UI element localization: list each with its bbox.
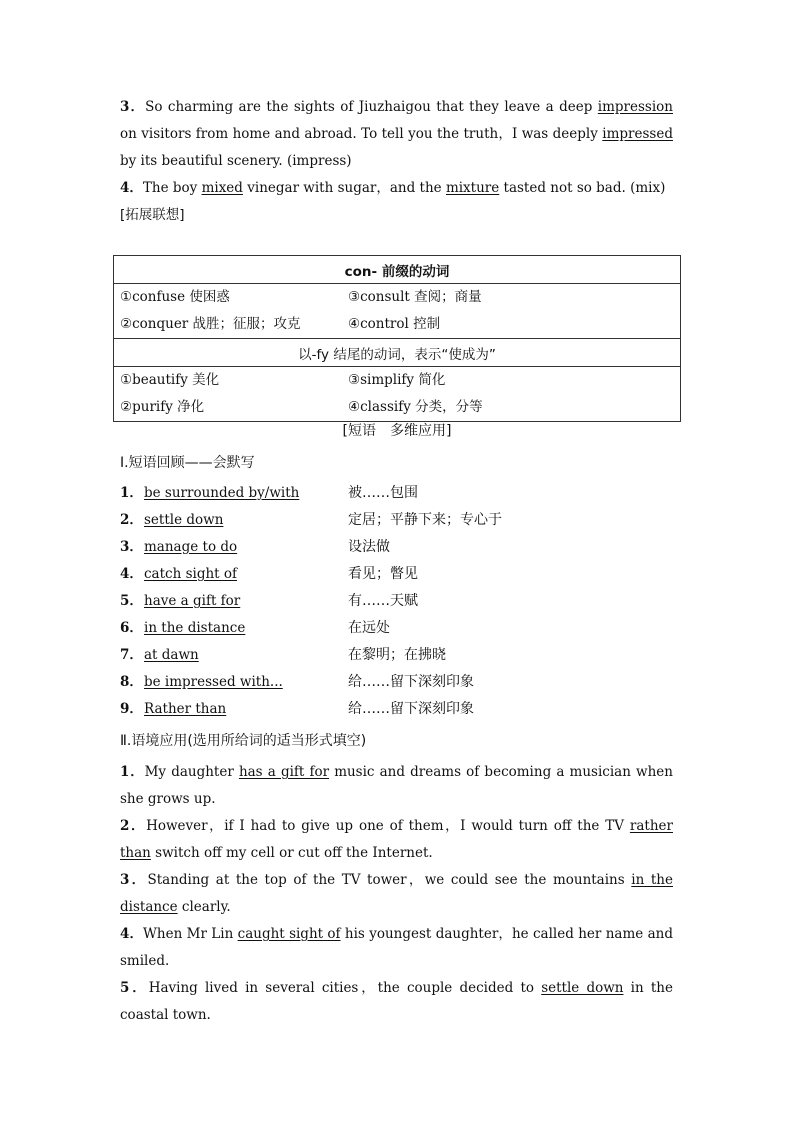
- section2-title: Ⅱ.语境应用(选用所给词的适当形式填空): [120, 733, 367, 749]
- answer-text: mixed: [201, 180, 243, 196]
- phrase-english: catch sight of: [144, 566, 238, 582]
- item-text: clearly.: [177, 899, 231, 915]
- phrase-number: 4．: [120, 566, 143, 582]
- phrase-english: Rather than: [144, 701, 227, 717]
- phrase-row: [120, 561, 680, 588]
- phrase-chinese: 在远处: [348, 620, 390, 636]
- item-text: by its beautiful scenery. (impress): [120, 153, 352, 169]
- exercise-5: [120, 975, 673, 1029]
- phrase-number: 9．: [120, 701, 143, 717]
- table-cell: ④classify 分类，分等: [348, 399, 483, 415]
- phrase-chinese: 给……留下深刻印象: [348, 701, 474, 717]
- phrase-row: [120, 696, 680, 723]
- table-cell: ①beautify 美化: [120, 372, 220, 388]
- phrase-english: manage to do: [144, 539, 238, 555]
- phrase-english: at dawn: [144, 647, 199, 663]
- item-number: 4．: [120, 926, 144, 942]
- exercise-2: [120, 813, 673, 867]
- item-text: When Mr Lin: [143, 926, 238, 942]
- answer-text: rather than: [120, 818, 673, 861]
- table-row: [120, 367, 674, 394]
- phrase-row: [120, 480, 680, 507]
- phrase-number: 2．: [120, 512, 143, 528]
- phrase-chinese: 被……包围: [348, 485, 418, 501]
- item-3: [120, 94, 673, 175]
- item-text: his youngest daughter，he called her name and smiled.: [120, 926, 673, 969]
- table-section-title-text: con- 前缀的动词: [344, 263, 450, 280]
- phrase-number: 1．: [120, 485, 143, 501]
- item-4: [120, 175, 673, 202]
- phrase-chinese: 定居；平静下来；专心于: [348, 512, 502, 528]
- item-number: 3．: [120, 99, 146, 115]
- phrase-english: be impressed with...: [144, 674, 283, 690]
- section1-title: Ⅰ.短语回顾——会默写: [120, 455, 255, 471]
- table-section-title-text: 以-fy 结尾的动词，表示“使成为”: [298, 346, 496, 363]
- item-number: 5．: [120, 980, 149, 996]
- table-cell: ③consult 查阅；商量: [348, 289, 482, 305]
- answer-text: in the distance: [120, 872, 673, 915]
- item-text: music and dreams of becoming a musician when she grows up.: [120, 764, 673, 807]
- phrase-row: [120, 534, 680, 561]
- item-text: Standing at the top of the TV tower，we could see the mountains: [147, 872, 632, 888]
- phrase-row: [120, 669, 680, 696]
- phrase-row: [120, 642, 680, 669]
- item-text: in the coastal town.: [120, 980, 673, 1023]
- item-text: on visitors from home and abroad. To tell you the truth，I was deeply: [120, 126, 603, 142]
- item-text: The boy: [142, 180, 202, 196]
- phrase-number: 6．: [120, 620, 143, 636]
- item-number: 1．: [120, 764, 145, 780]
- vocab-table: [113, 255, 681, 422]
- table-section-title-fy: [114, 339, 681, 367]
- phrase-row: [120, 507, 680, 534]
- answer-text: settle down: [541, 980, 624, 996]
- phrase-number: 3．: [120, 539, 143, 555]
- item-number: 4．: [120, 180, 143, 196]
- phrase-english: be surrounded by/with: [144, 485, 300, 501]
- table-cell: ②purify 净化: [120, 399, 205, 415]
- table-cell: ③simplify 简化: [348, 372, 446, 388]
- table-cell: ④control 控制: [348, 316, 441, 332]
- item-text: Having lived in several cities，the couple decided to: [148, 980, 542, 996]
- answer-text: impression: [597, 99, 673, 115]
- table-row: [120, 394, 674, 421]
- phrase-row: [120, 615, 680, 642]
- extend-heading: [拓展联想]: [120, 207, 185, 223]
- item-number: 3．: [120, 872, 148, 888]
- phrase-chinese: 在黎明；在拂晓: [348, 647, 446, 663]
- phrase-number: 5．: [120, 593, 143, 609]
- phrase-chinese: 看见；瞥见: [348, 566, 418, 582]
- answer-text: caught sight of: [237, 926, 341, 942]
- item-text: My daughter: [144, 764, 239, 780]
- phrase-chinese: 设法做: [348, 539, 390, 555]
- exercise-1: [120, 759, 673, 813]
- table-section-title-con: [114, 256, 681, 284]
- phrase-english: in the distance: [144, 620, 246, 636]
- table-row: [120, 284, 674, 311]
- phrase-heading: [短语 多维应用]: [342, 423, 452, 439]
- exercise-4: [120, 921, 673, 975]
- phrase-chinese: 有……天赋: [348, 593, 418, 609]
- table-section-body-fy: [114, 367, 681, 422]
- item-text: However，if I had to give up one of them，I would turn off the TV: [146, 818, 630, 834]
- phrase-row: [120, 588, 680, 615]
- answer-text: has a gift for: [238, 764, 330, 780]
- phrase-english: settle down: [144, 512, 224, 528]
- table-row: [120, 311, 674, 338]
- item-text: tasted not so bad. (mix): [499, 180, 666, 196]
- table-cell: ①confuse 使困惑: [120, 289, 230, 305]
- answer-text: mixture: [445, 180, 500, 196]
- item-text: vinegar with sugar，and the: [242, 180, 446, 196]
- table-cell: ②conquer 战胜；征服；攻克: [120, 316, 301, 332]
- table-section-body-con: [114, 284, 681, 339]
- exercise-3: [120, 867, 673, 921]
- phrase-english: have a gift for: [144, 593, 241, 609]
- item-text: So charming are the sights of Jiuzhaigou that they leave a deep: [145, 99, 598, 115]
- item-number: 2．: [120, 818, 147, 834]
- answer-text: impressed: [602, 126, 673, 142]
- phrase-number: 8．: [120, 674, 143, 690]
- phrase-number: 7．: [120, 647, 143, 663]
- phrase-chinese: 给……留下深刻印象: [348, 674, 474, 690]
- item-text: switch off my cell or cut off the Internet.: [150, 845, 433, 861]
